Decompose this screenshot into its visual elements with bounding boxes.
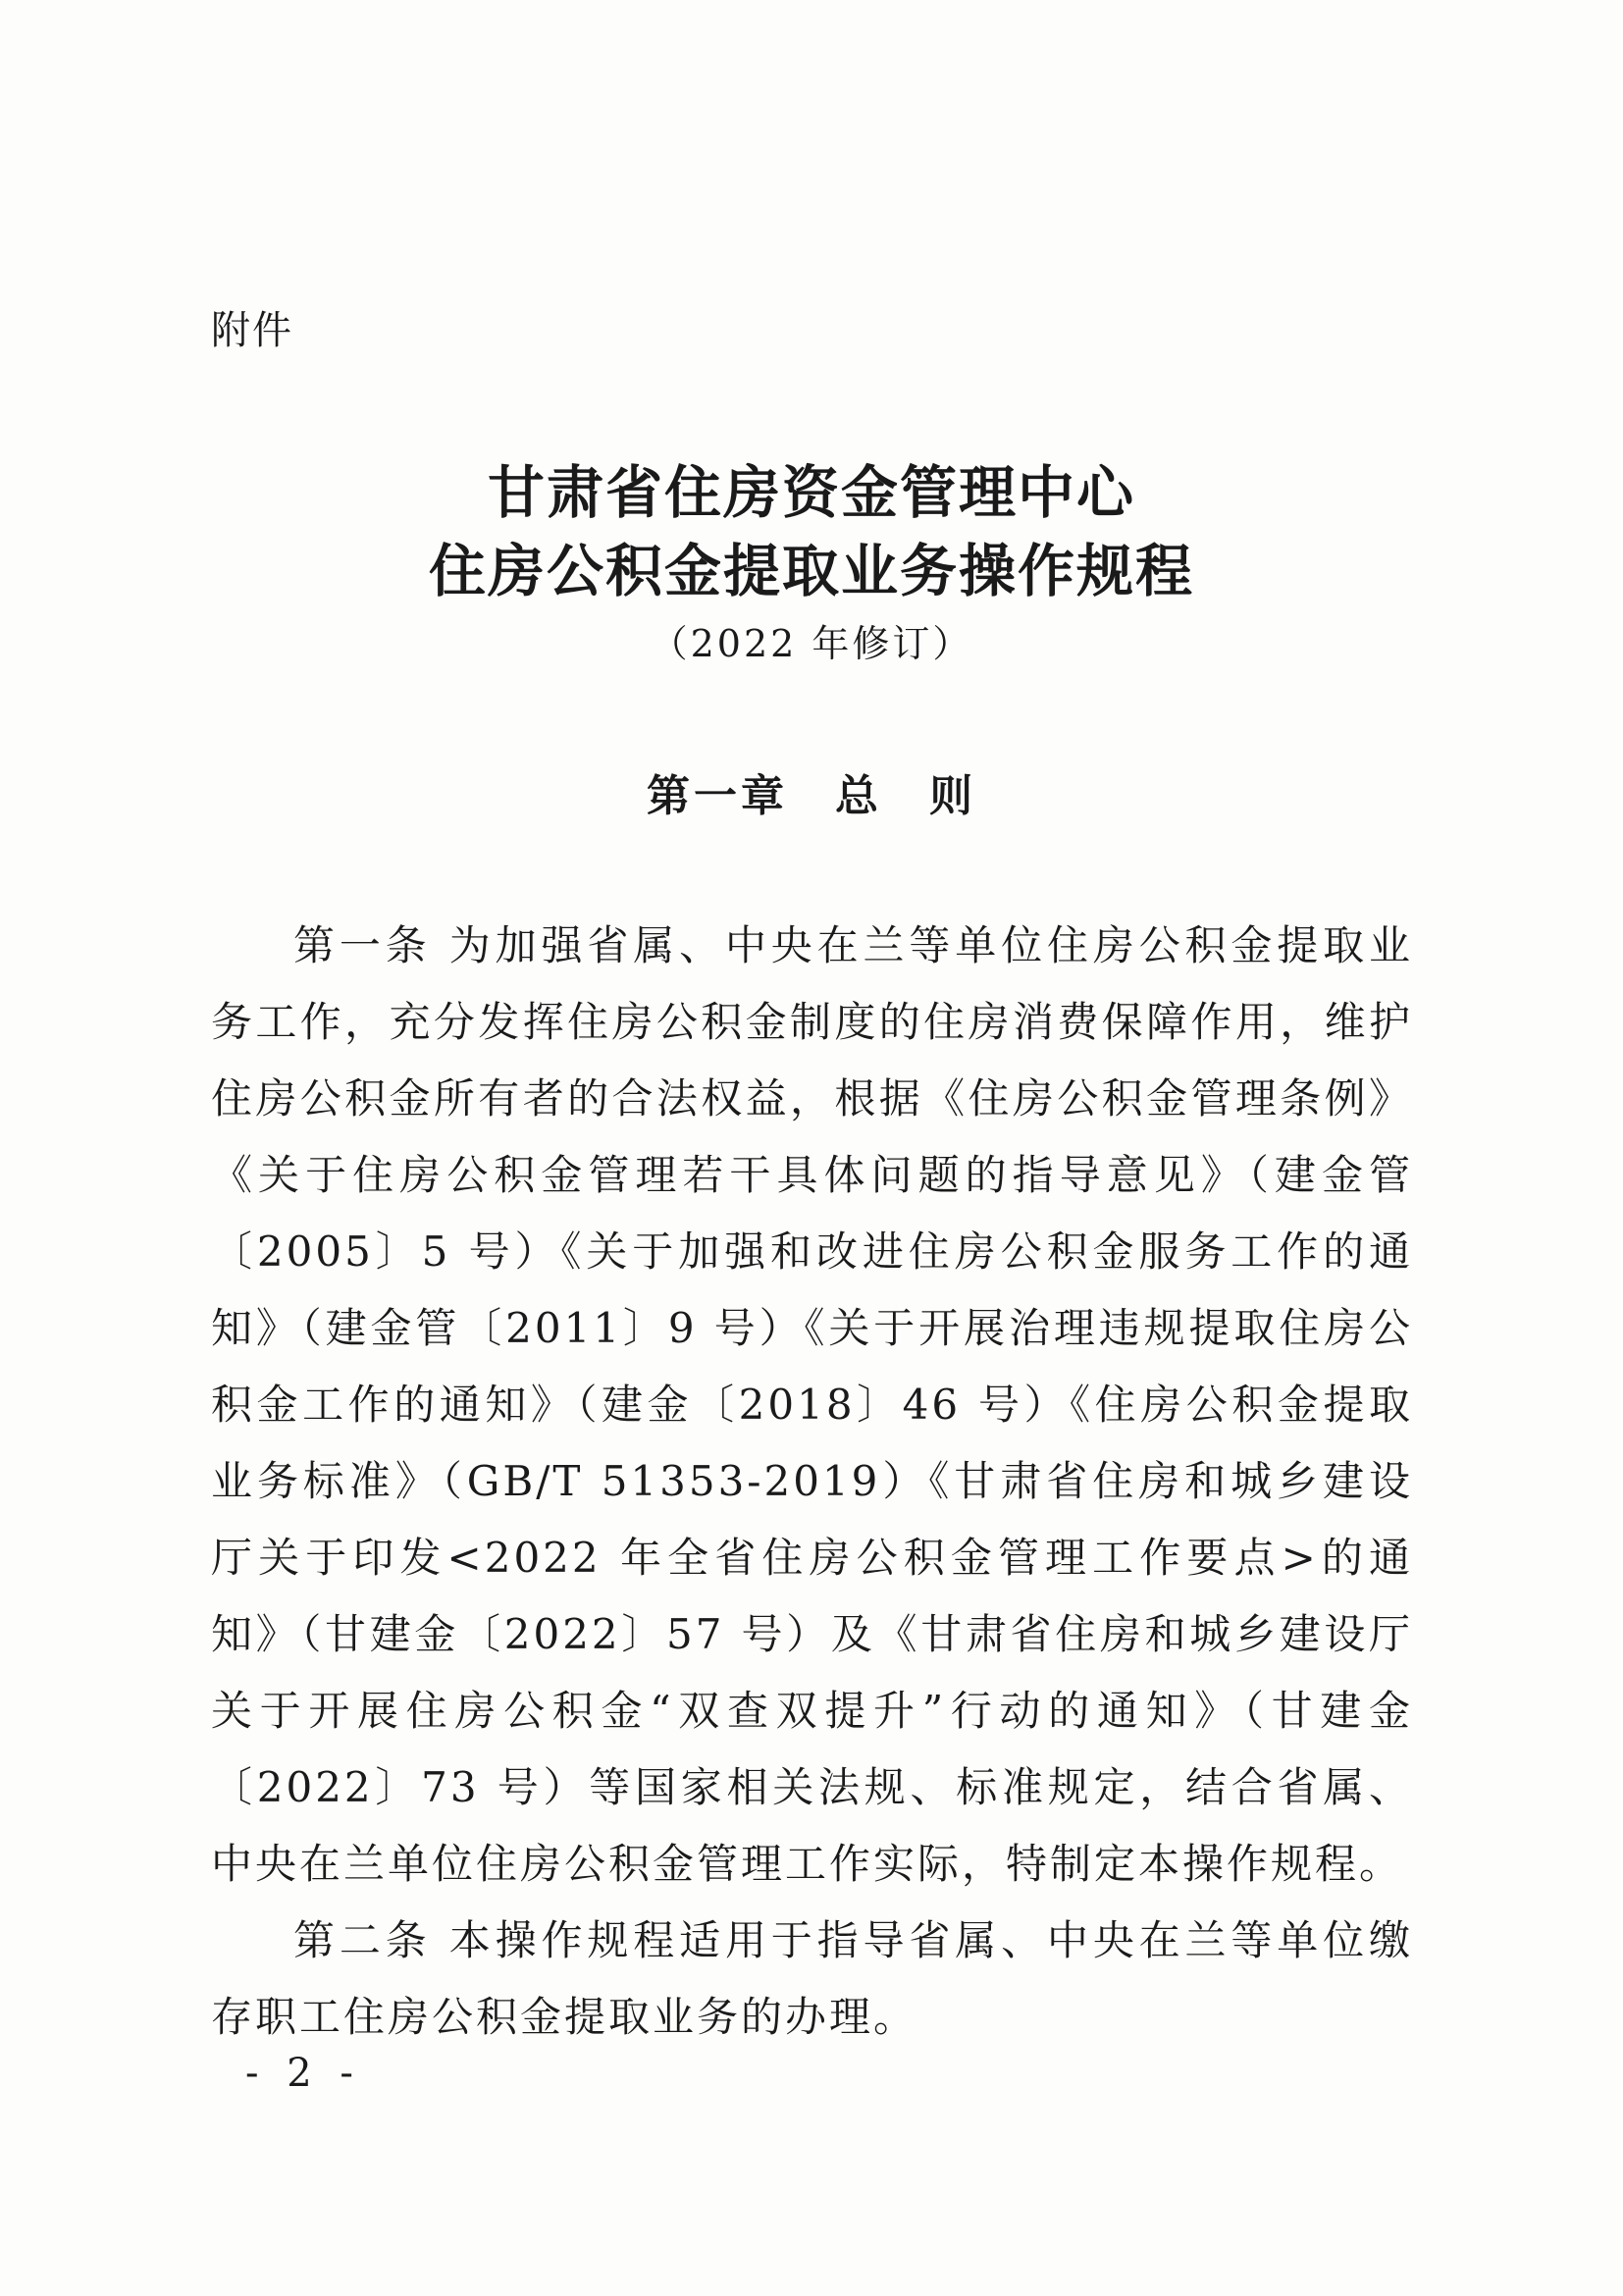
attachment-label: 附件 — [211, 308, 293, 353]
document-body — [211, 908, 1413, 2056]
chapter-heading: 第一章 总 则 — [647, 771, 976, 821]
revision-subtitle: （2022 年修订） — [650, 622, 973, 665]
document-title-line-2: 住房公积金提取业务操作规程 — [428, 538, 1194, 604]
document-title-line-1: 甘肃省住房资金管理中心 — [487, 459, 1135, 526]
article-1-paragraph: 第一条 为加强省属、中央在兰等单位住房公积金提取业务工作，充分发挥住房公积金制度的住房消费保障作用，维护住房公积金所有者的合法权益，根据《住房公积金管理条例》《关于住房公积金管理若干具体问题的指导意见》（建金管〔2005〕5 号）《关于加强和改进住房公积金服务工作的通知》（建金管〔2011〕9 号）《关于开展治理违规提取住房公积金工作的通知》（建金〔2018〕46 号）《住房公积金提取业务标准》（GB/T 51353-2019）《甘肃省住房和城乡建设厅关于印发<2022 年全省住房公积金管理工作要点>的通知》（甘建金〔2022〕57 号）及《甘肃省住房和城乡建设厅关于开展住房公积金“双查双提升”行动的通知》（甘建金〔2022〕73 号）等国家相关法规、标准规定，结合省属、中央在兰单位住房公积金管理工作实际，特制定本操作规程。 — [211, 921, 1413, 1888]
article-2-paragraph: 第二条 本操作规程适用于指导省属、中央在兰等单位缴存职工住房公积金提取业务的办理。 — [211, 1916, 1413, 2041]
page-number: - 2 - — [245, 2051, 361, 2096]
